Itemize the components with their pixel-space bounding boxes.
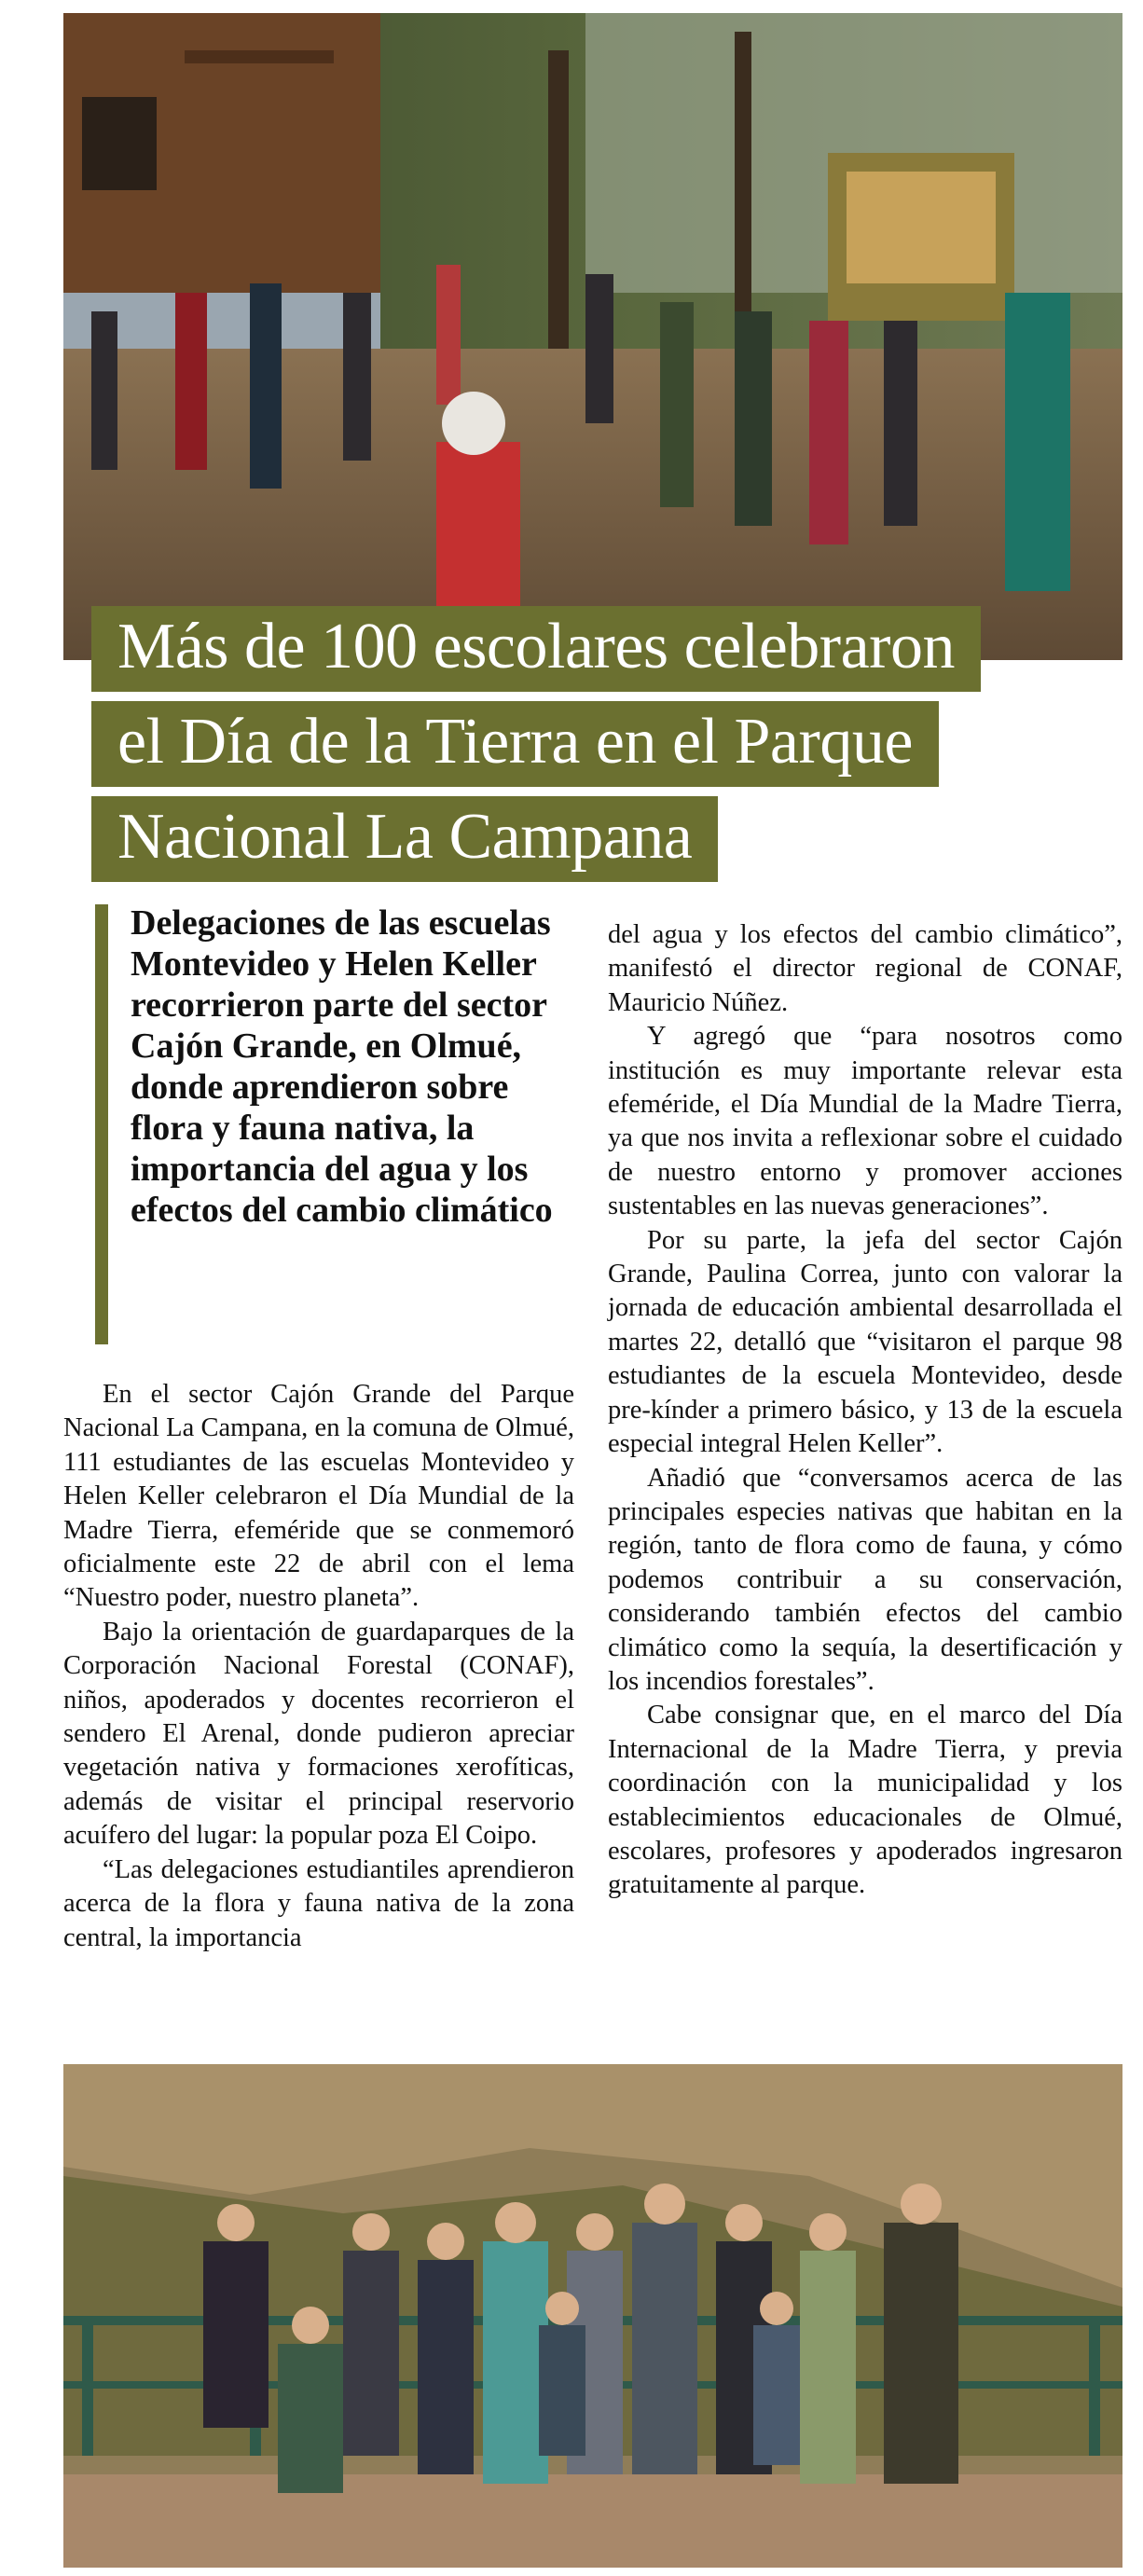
top-photo-illustration <box>63 13 1122 660</box>
bottom-photo <box>63 2064 1122 2568</box>
body-paragraph: Y agregó que “para nosotros como institución es muy importante relevar esta efeméride, el Día Mundial de la Madre Tierra, ya que nos invita a reflexionar sobre el cuidado de nuestro entorno y promover acciones sustentables en las nuevas generaciones”. <box>608 1022 1122 1221</box>
body-paragraph: Añadió que “conversamos acerca de las principales especies nativas que habitan en la región, tanto de flora como de fauna, y cómo podemos contribuir a su conservación, considerando también efectos del cambio climático como la sequía, la desertificación y los incendios forestales”. <box>608 1463 1122 1696</box>
body-paragraph: Cabe consignar que, en el marco del Día Internacional de la Madre Tierra, y previa coordinación con la municipalidad y los establecimientos educacionales de Olmué, escolares, profesores y apoderados ingresaron gratuitamente al parque. <box>608 1701 1122 1900</box>
headline-line-3: Nacional La Campana <box>91 796 718 882</box>
article-lead: Delegaciones de las escuelas Montevideo y Helen Keller recorrieron parte del sector Cajón Grande, en Olmué, donde aprendieron sobre flora y fauna nativa, la importancia del agua y los efectos del cambio climático <box>131 903 553 1230</box>
top-photo <box>63 13 1122 660</box>
bottom-photo-illustration <box>63 2064 1122 2568</box>
headline-line-2: el Día de la Tierra en el Parque <box>91 701 939 787</box>
body-paragraph: Por su parte, la jefa del sector Cajón Grande, Paulina Correa, junto con valorar la jornada de educación ambiental desarrollada el martes 22, detalló que “visitaron el parque 98 estudiantes de la escuela Montevideo, desde pre-kínder a primero básico, y 13 de la escuela especial integral Helen Keller”. <box>608 1225 1122 1459</box>
body-paragraph: En el sector Cajón Grande del Parque Nacional La Campana, en la comuna de Olmué, 111 estudiantes de las escuelas Montevideo y Helen Keller celebraron el Día Mundial de la Madre Tierra, efeméride que se conmemoró oficialmente este 22 de abril con el lema “Nuestro poder, nuestro planeta”. <box>63 1380 574 1613</box>
body-paragraph: “Las delegaciones estudiantiles aprendieron acerca de la flora y fauna nativa de la zona central, la importancia <box>63 1854 574 1952</box>
body-paragraph: del agua y los efectos del cambio climático”, manifestó el director regional de CONAF, Mauricio Núñez. <box>608 920 1122 1017</box>
headline-line-1: Más de 100 escolares celebraron <box>91 606 981 692</box>
body-column-left <box>63 1378 574 1955</box>
body-paragraph: Bajo la orientación de guardaparques de la Corporación Nacional Forestal (CONAF), niños, apoderados y docentes recorrieron el sendero El Arenal, donde pudieron apreciar vegetación nativa y formaciones xerofíticas, además de visitar el principal reservorio acuífero del lugar: la popular poza El Coipo. <box>63 1617 574 1851</box>
body-column-right <box>608 918 1122 1903</box>
article-headline <box>91 606 1126 891</box>
lead-accent-bar <box>95 904 108 1344</box>
